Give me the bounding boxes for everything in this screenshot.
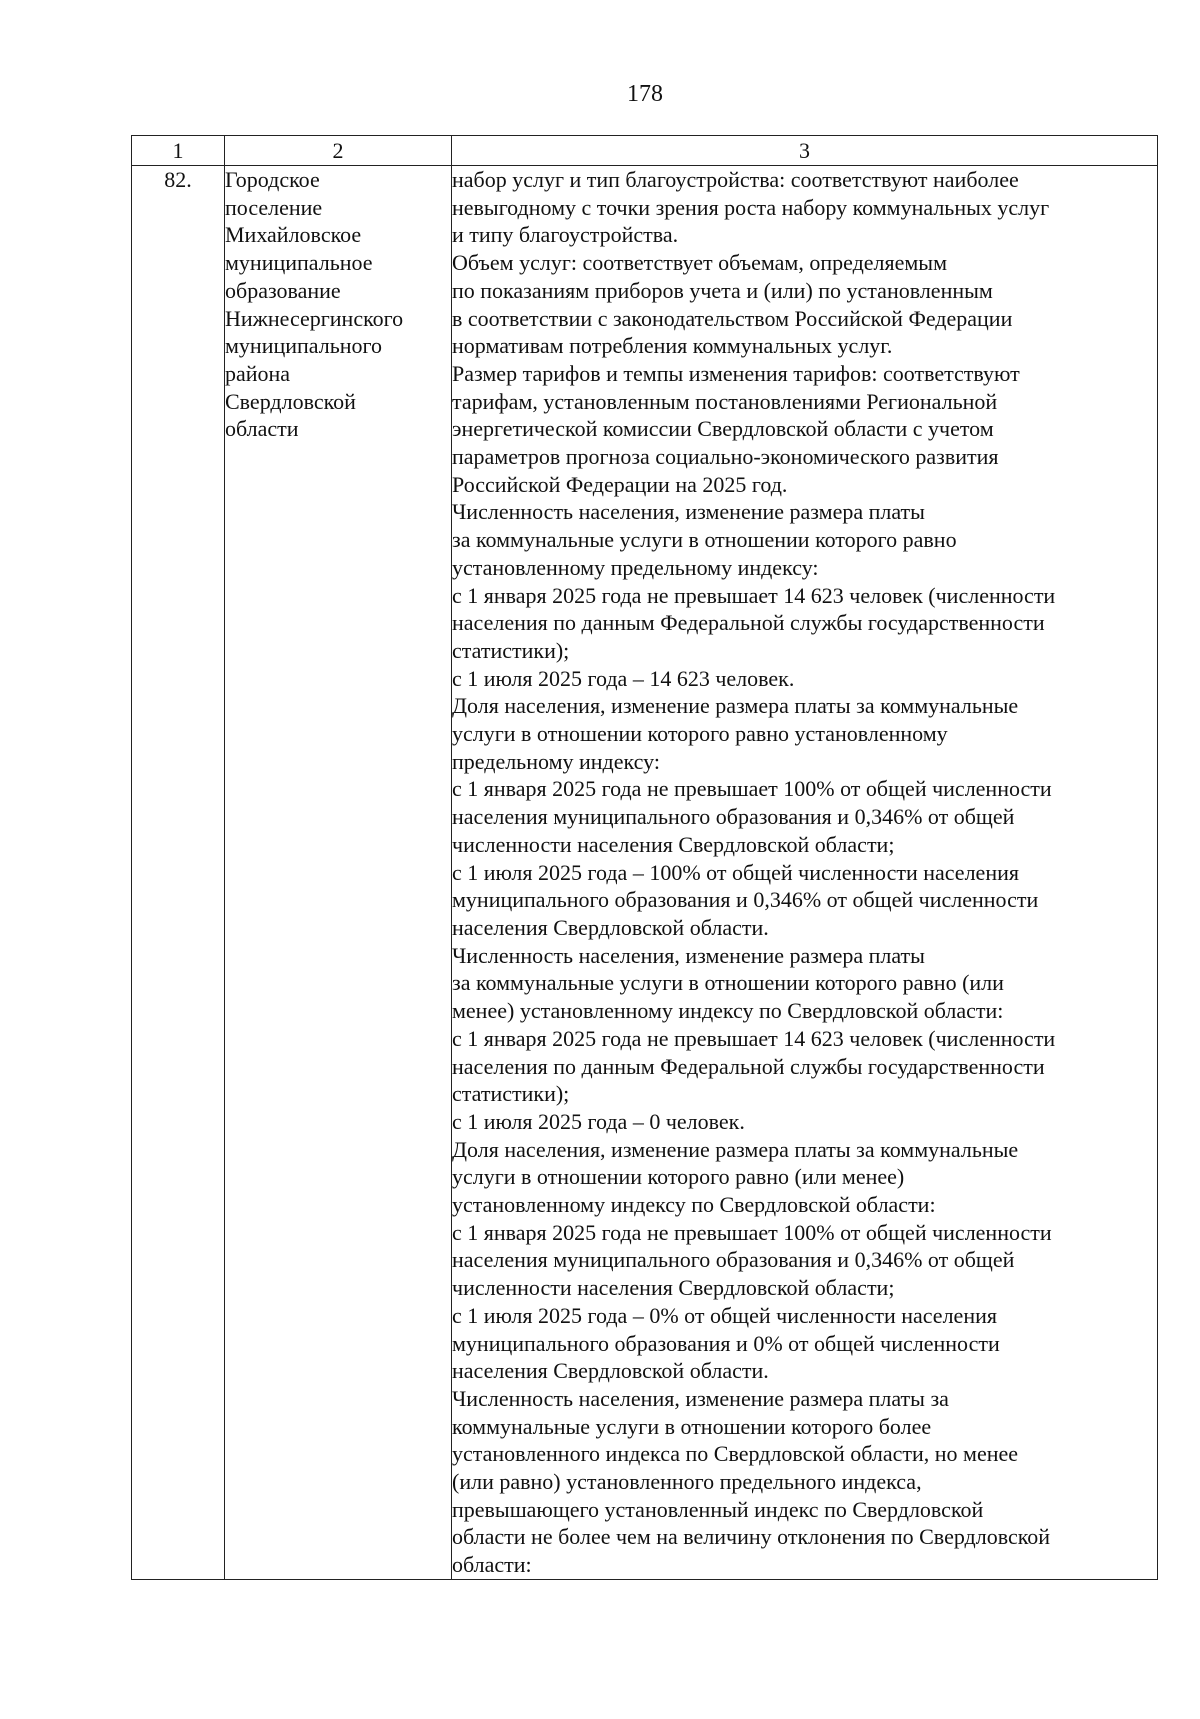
description-line: установленному предельному индексу: — [452, 554, 819, 580]
description-line: Доля населения, изменение размера платы за коммунальные — [452, 1136, 1019, 1162]
municipality-line: муниципального — [225, 333, 383, 359]
description-line: превышающего установленный индекс по Свердловской — [452, 1496, 984, 1522]
description-line: невыгодному с точки зрения роста набору коммунальных услуг — [452, 194, 1050, 220]
description-line: с 1 июля 2025 года – 0 человек. — [452, 1108, 745, 1134]
description-line: численности населения Свердловской области; — [452, 1275, 895, 1301]
description-line: Численность населения, изменение размера платы — [452, 499, 925, 525]
municipality-line: Городское — [225, 167, 320, 192]
description-line: населения по данным Федеральной службы государственности — [452, 1053, 1045, 1079]
description-line: за коммунальные услуги в отношении которого равно — [452, 527, 957, 553]
description-line: нормативам потребления коммунальных услуг. — [452, 333, 893, 359]
description-line: и типу благоустройства. — [452, 222, 679, 248]
description-line: Численность населения, изменение размера платы — [452, 942, 925, 968]
description-line: статистики); — [452, 1081, 570, 1107]
column-header-2: 2 — [225, 136, 452, 166]
description-line: с 1 июля 2025 года – 0% от общей численности населения — [452, 1302, 997, 1328]
description-line: в соответствии с законодательством Российской Федерации — [452, 305, 1013, 331]
description-line: Доля населения, изменение размера платы за коммунальные — [452, 693, 1019, 719]
row-number: 82. — [132, 166, 225, 1580]
description-line: за коммунальные услуги в отношении которого равно (или — [452, 970, 1004, 996]
description-line: (или равно) установленного предельного индекса, — [452, 1469, 922, 1495]
description-line: населения по данным Федеральной службы государственности — [452, 610, 1045, 636]
document-table — [131, 135, 1158, 1580]
description-line: области: — [452, 1552, 532, 1578]
municipality-line: района — [225, 360, 291, 386]
description-line: населения муниципального образования и 0,346% от общей — [452, 1247, 1015, 1273]
municipality-line: поселение — [225, 194, 323, 220]
description-line: с 1 июля 2025 года – 100% от общей численности населения — [452, 859, 1019, 885]
description-line: с 1 января 2025 года не превышает 14 623 человек (численности — [452, 1025, 1056, 1051]
municipality-line: Нижнесергинского — [225, 305, 404, 331]
municipality-line: муниципальное — [225, 250, 373, 276]
description-line: менее) установленному индексу по Свердловской области: — [452, 998, 1004, 1024]
description-line: по показаниям приборов учета и (или) по установленным — [452, 277, 993, 303]
municipality-line: Михайловское — [225, 222, 362, 248]
page-number: 178 — [627, 81, 663, 107]
description-line: муниципального образования и 0,346% от общей численности — [452, 887, 1039, 913]
description-line: предельному индексу: — [452, 748, 660, 774]
table-header-row — [132, 136, 1158, 166]
municipality-line: образование — [225, 277, 341, 303]
description-line: услуги в отношении которого равно установленному — [452, 721, 948, 747]
description-line: с 1 июля 2025 года – 14 623 человек. — [452, 665, 795, 691]
description-line: населения Свердловской области. — [452, 914, 769, 940]
description-line: с 1 января 2025 года не превышает 100% от общей численности — [452, 776, 1052, 802]
description-line: установленному индексу по Свердловской области: — [452, 1192, 936, 1218]
description-line: параметров прогноза социально-экономического развития — [452, 444, 999, 470]
description-line: установленного индекса по Свердловской области, но менее — [452, 1441, 1019, 1467]
column-header-3: 3 — [452, 136, 1158, 166]
description-line: населения муниципального образования и 0,346% от общей — [452, 804, 1015, 830]
description-cell — [452, 166, 1158, 1580]
description-line: тарифам, установленным постановлениями Региональной — [452, 388, 998, 414]
table-row — [132, 166, 1158, 1580]
description-line: услуги в отношении которого равно (или менее) — [452, 1164, 905, 1190]
municipality-cell — [225, 166, 452, 1580]
description-line: Размер тарифов и темпы изменения тарифов: соответствуют — [452, 360, 1020, 386]
description-line: Российской Федерации на 2025 год. — [452, 471, 788, 497]
municipality-line: области — [225, 416, 299, 442]
description-line: Объем услуг: соответствует объемам, определяемым — [452, 250, 948, 276]
description-line: муниципального образования и 0% от общей численности — [452, 1330, 1000, 1356]
description-line: области не более чем на величину отклонения по Свердловской — [452, 1524, 1051, 1550]
description-line: численности населения Свердловской области; — [452, 831, 895, 857]
description-line: населения Свердловской области. — [452, 1358, 769, 1384]
description-line: коммунальные услуги в отношении которого более — [452, 1413, 932, 1439]
description-line: энергетической комиссии Свердловской области с учетом — [452, 416, 994, 442]
description-line: статистики); — [452, 637, 570, 663]
description-line: Численность населения, изменение размера платы за — [452, 1385, 949, 1411]
description-line: набор услуг и тип благоустройства: соответствуют наиболее — [452, 167, 1019, 192]
description-line: с 1 января 2025 года не превышает 14 623 человек (численности — [452, 582, 1056, 608]
municipality-line: Свердловской — [225, 388, 356, 414]
description-line: с 1 января 2025 года не превышает 100% от общей численности — [452, 1219, 1052, 1245]
column-header-1: 1 — [132, 136, 225, 166]
